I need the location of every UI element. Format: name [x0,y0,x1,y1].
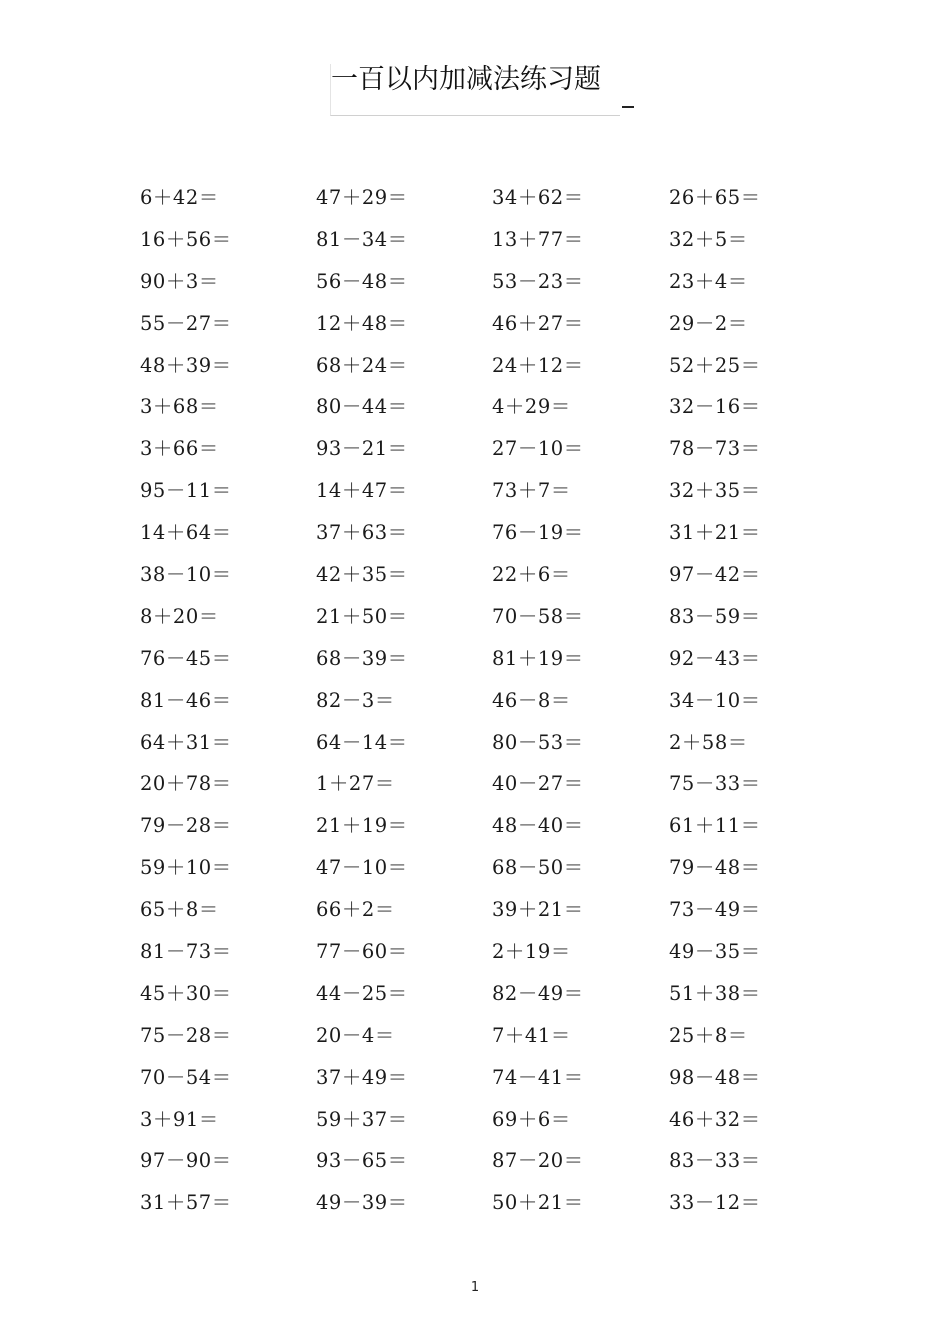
math-problem: 46－8＝ [492,688,571,712]
math-problem: 34＋62＝ [492,186,584,209]
math-problem: 68－39＝ [316,646,408,670]
math-problem: 13＋77＝ [492,227,584,251]
math-problem: 78－73＝ [669,437,761,461]
math-problem: 51＋38＝ [669,981,761,1005]
math-problem: 32＋35＝ [669,479,761,503]
math-problem: 73＋7＝ [492,479,571,503]
math-problem: 79－48＝ [669,856,761,880]
math-problem: 8＋20＝ [140,604,219,628]
math-problem: 45＋30＝ [140,981,232,1005]
math-problem: 81＋19＝ [492,646,584,670]
math-problem: 83－59＝ [669,604,761,628]
math-problem: 1＋27＝ [316,772,395,796]
math-problem: 20－4＝ [316,1023,395,1047]
math-problem: 37＋49＝ [316,1065,408,1089]
math-problem: 46＋27＝ [492,311,584,335]
math-problem: 49－35＝ [669,940,761,964]
math-problem: 31＋21＝ [669,521,761,545]
page-title: 一百以内加减法练习题 [331,64,601,95]
math-problem: 29－2＝ [669,311,748,335]
math-problem: 93－65＝ [316,1149,408,1173]
math-problem: 4＋29＝ [492,395,571,419]
math-problem: 12＋48＝ [316,311,408,335]
math-problem: 87－20＝ [492,1149,584,1173]
math-problem: 40－27＝ [492,772,584,796]
math-problem: 20＋78＝ [140,772,232,796]
problem-grid [140,177,840,1224]
math-problem: 26＋65＝ [669,186,761,209]
math-problem: 48＋39＝ [140,353,232,377]
math-problem: 80－53＝ [492,730,584,754]
math-problem: 47－10＝ [316,856,408,880]
math-problem: 3＋91＝ [140,1107,219,1131]
math-problem: 31＋57＝ [140,1191,232,1215]
math-problem: 98－48＝ [669,1065,761,1089]
math-problem: 23＋4＝ [669,269,748,293]
math-problem: 95－11＝ [140,479,232,503]
math-problem: 34－10＝ [669,688,761,712]
math-problem: 2＋58＝ [669,730,748,754]
math-problem: 6＋42＝ [140,186,219,209]
math-problem: 46＋32＝ [669,1107,761,1131]
math-problem: 81－46＝ [140,688,232,712]
math-problem: 74－41＝ [492,1065,584,1089]
math-problem: 90＋3＝ [140,269,219,293]
math-problem: 48－40＝ [492,814,584,838]
math-problem: 59＋10＝ [140,856,232,880]
math-problem: 3＋66＝ [140,437,219,461]
math-problem: 76－19＝ [492,521,584,545]
math-problem: 64＋31＝ [140,730,232,754]
math-problem: 66＋2＝ [316,898,395,922]
math-problem: 50＋21＝ [492,1191,584,1215]
math-problem: 2＋19＝ [492,940,571,964]
math-problem: 69＋6＝ [492,1107,571,1131]
math-problem: 77－60＝ [316,940,408,964]
math-problem: 24＋12＝ [492,353,584,377]
math-problem: 33－12＝ [669,1191,761,1215]
math-problem: 27－10＝ [492,437,584,461]
math-problem: 42＋35＝ [316,563,408,587]
title-underline-mark [622,106,634,108]
math-problem: 56－48＝ [316,269,408,293]
math-problem: 32－16＝ [669,395,761,419]
math-problem: 68＋24＝ [316,353,408,377]
math-problem: 75－33＝ [669,772,761,796]
math-problem: 65＋8＝ [140,898,219,922]
math-problem: 73－49＝ [669,898,761,922]
math-problem: 44－25＝ [316,981,408,1005]
math-problem: 80－44＝ [316,395,408,419]
math-problem: 97－90＝ [140,1149,232,1173]
math-problem: 93－21＝ [316,437,408,461]
page-number: 1 [470,1280,480,1295]
math-problem: 82－49＝ [492,981,584,1005]
math-problem: 59＋37＝ [316,1107,408,1131]
math-problem: 79－28＝ [140,814,232,838]
math-problem: 25＋8＝ [669,1023,748,1047]
math-problem: 55－27＝ [140,311,232,335]
math-problem: 39＋21＝ [492,898,584,922]
math-problem: 22＋6＝ [492,563,571,587]
math-problem: 14＋64＝ [140,521,232,545]
math-problem: 61＋11＝ [669,814,761,838]
math-problem: 53－23＝ [492,269,584,293]
math-problem: 52＋25＝ [669,353,761,377]
math-problem: 83－33＝ [669,1149,761,1173]
math-problem: 3＋68＝ [140,395,219,419]
math-problem: 47＋29＝ [316,186,408,209]
math-problem: 16＋56＝ [140,227,232,251]
math-problem: 21＋50＝ [316,604,408,628]
math-problem: 81－34＝ [316,227,408,251]
math-problem: 37＋63＝ [316,521,408,545]
title-box [330,64,620,116]
math-problem: 49－39＝ [316,1191,408,1215]
math-problem: 7＋41＝ [492,1023,571,1047]
math-problem: 81－73＝ [140,940,232,964]
math-problem: 70－54＝ [140,1065,232,1089]
math-problem: 38－10＝ [140,563,232,587]
math-problem: 82－3＝ [316,688,395,712]
math-problem: 70－58＝ [492,604,584,628]
math-problem: 92－43＝ [669,646,761,670]
math-problem: 64－14＝ [316,730,408,754]
math-problem: 21＋19＝ [316,814,408,838]
math-problem: 68－50＝ [492,856,584,880]
math-problem: 32＋5＝ [669,227,748,251]
math-problem: 97－42＝ [669,563,761,587]
math-problem: 76－45＝ [140,646,232,670]
math-problem: 14＋47＝ [316,479,408,503]
math-problem: 75－28＝ [140,1023,232,1047]
